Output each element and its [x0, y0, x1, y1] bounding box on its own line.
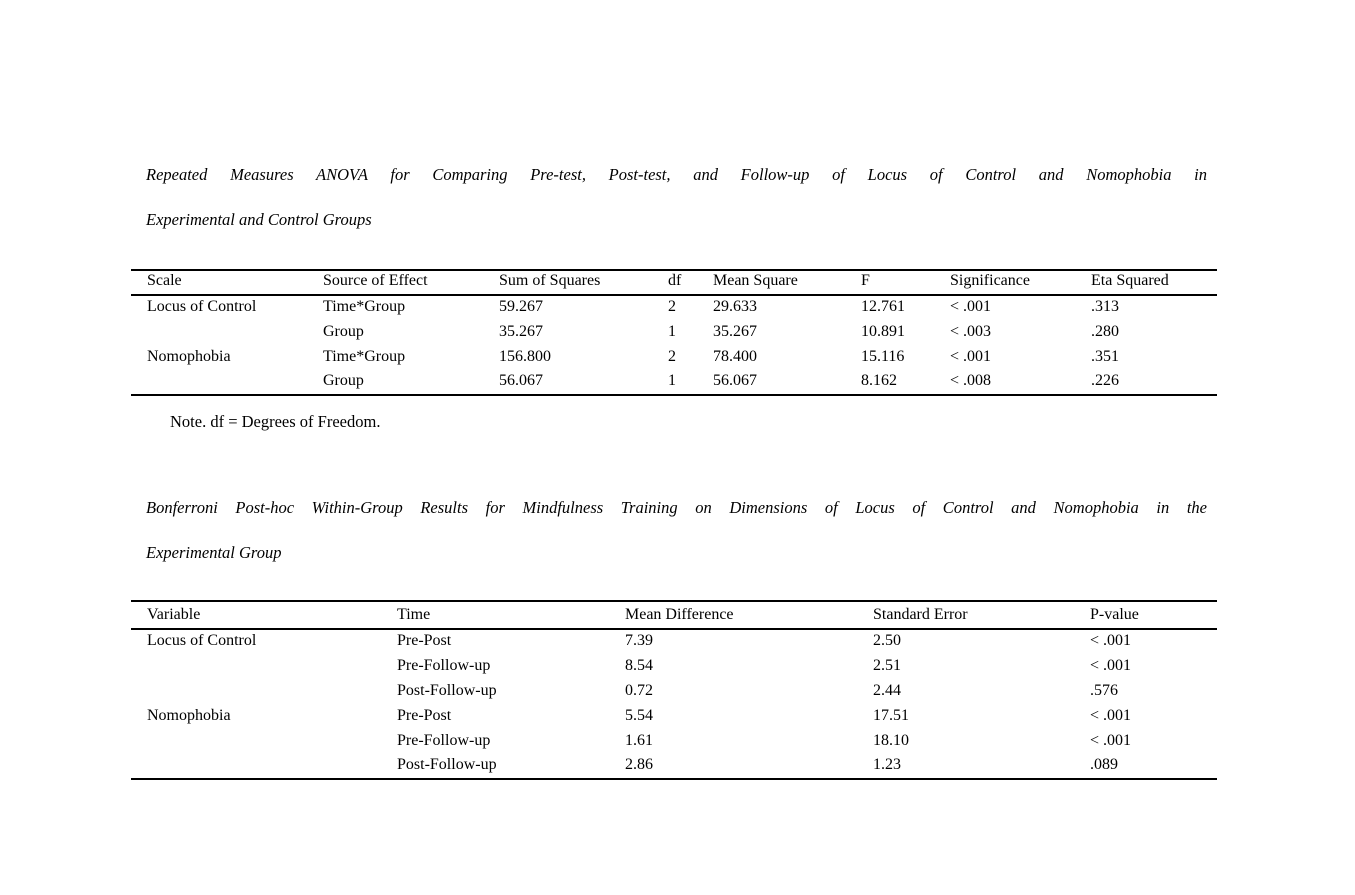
cell-variable: Locus of Control [147, 632, 257, 649]
cell-mean-square: 56.067 [713, 372, 757, 389]
anova-header-scale: Scale [147, 272, 182, 289]
anova-header-df: df [668, 272, 682, 289]
cell-source: Time*Group [323, 348, 406, 365]
bonferroni-table-caption [146, 485, 1207, 575]
cell-variable [131, 754, 381, 779]
cell-time: Post-Follow-up [397, 756, 497, 773]
cell-mean-difference: 5.54 [625, 707, 653, 724]
cell-f: 12.761 [861, 298, 905, 315]
cell-p-value: < .001 [1090, 732, 1132, 749]
cell-time: Pre-Follow-up [397, 732, 491, 749]
bonferroni-header-row [131, 601, 1217, 629]
cell-mean-difference: 0.72 [625, 682, 653, 699]
bonferroni-header-p-value: P-value [1090, 606, 1139, 623]
anova-header-significance: Significance [950, 272, 1030, 289]
cell-f: 10.891 [861, 323, 905, 340]
cell-mean-difference: 1.61 [625, 732, 653, 749]
cell-df: 1 [668, 372, 676, 389]
table-row [131, 754, 1217, 779]
cell-scale: Nomophobia [147, 348, 231, 365]
cell-scale: Locus of Control [147, 298, 257, 315]
cell-source: Time*Group [323, 298, 406, 315]
cell-p-value: < .001 [1090, 657, 1132, 674]
cell-significance: < .001 [950, 298, 992, 315]
anova-header-row [131, 270, 1217, 295]
cell-mean-difference: 8.54 [625, 657, 653, 674]
table-row [131, 704, 1217, 729]
cell-p-value: < .001 [1090, 632, 1132, 649]
cell-time: Post-Follow-up [397, 682, 497, 699]
cell-variable [131, 729, 381, 754]
cell-sum-squares: 35.267 [499, 323, 543, 340]
bonferroni-header-standard-error: Standard Error [873, 606, 968, 623]
cell-f: 8.162 [861, 372, 897, 389]
bonferroni-header-variable: Variable [147, 606, 201, 623]
table-row [131, 320, 1217, 345]
cell-standard-error: 18.10 [873, 732, 909, 749]
anova-caption-line-2: Experimental and Control Groups [146, 210, 372, 229]
anova-header-sum-of-squares: Sum of Squares [499, 272, 601, 289]
cell-df: 1 [668, 323, 676, 340]
cell-mean-square: 35.267 [713, 323, 757, 340]
cell-df: 2 [668, 348, 676, 365]
bonferroni-header-mean-difference: Mean Difference [625, 606, 734, 623]
table-row [131, 295, 1217, 320]
table-row [131, 370, 1217, 395]
cell-significance: < .008 [950, 372, 992, 389]
bonferroni-header-time: Time [397, 606, 431, 623]
cell-p-value: .089 [1090, 756, 1118, 773]
anova-table-caption [146, 152, 1207, 242]
cell-time: Pre-Post [397, 707, 452, 724]
bonferroni-caption-line-2: Experimental Group [146, 543, 282, 562]
cell-sum-squares: 156.800 [499, 348, 551, 365]
cell-p-value: .576 [1090, 682, 1118, 699]
anova-table [131, 269, 1217, 396]
cell-sum-squares: 59.267 [499, 298, 543, 315]
cell-scale [131, 320, 307, 345]
cell-time: Pre-Post [397, 632, 452, 649]
cell-df: 2 [668, 298, 676, 315]
anova-header-mean-square: Mean Square [713, 272, 798, 289]
cell-standard-error: 2.44 [873, 682, 901, 699]
cell-source: Group [323, 372, 364, 389]
table-note: Note. df = Degrees of Freedom. [170, 412, 381, 431]
anova-header-eta-squared: Eta Squared [1091, 272, 1169, 289]
cell-variable [131, 679, 381, 704]
cell-standard-error: 1.23 [873, 756, 901, 773]
anova-caption-line-1: Repeated Measures ANOVA for Comparing Pre-test, Post-test, and Follow-up of Locus of Control and Nomophobia in [146, 165, 1207, 184]
cell-sum-squares: 56.067 [499, 372, 543, 389]
table-row [131, 345, 1217, 370]
table-row [131, 654, 1217, 679]
anova-header-source-of-effect: Source of Effect [323, 272, 428, 289]
cell-f: 15.116 [861, 348, 905, 365]
cell-mean-square: 29.633 [713, 298, 757, 315]
cell-source: Group [323, 323, 364, 340]
cell-eta-squared: .351 [1091, 348, 1119, 365]
cell-eta-squared: .280 [1091, 323, 1119, 340]
table-row [131, 629, 1217, 654]
cell-time: Pre-Follow-up [397, 657, 491, 674]
cell-eta-squared: .226 [1091, 372, 1119, 389]
cell-standard-error: 2.51 [873, 657, 901, 674]
cell-significance: < .003 [950, 323, 992, 340]
cell-p-value: < .001 [1090, 707, 1132, 724]
cell-significance: < .001 [950, 348, 992, 365]
cell-mean-difference: 2.86 [625, 756, 653, 773]
bonferroni-table [131, 600, 1217, 780]
cell-mean-difference: 7.39 [625, 632, 653, 649]
cell-scale [131, 370, 307, 395]
cell-standard-error: 2.50 [873, 632, 901, 649]
cell-variable [131, 654, 381, 679]
cell-standard-error: 17.51 [873, 707, 909, 724]
cell-variable: Nomophobia [147, 707, 231, 724]
table-row [131, 729, 1217, 754]
table-row [131, 679, 1217, 704]
cell-mean-square: 78.400 [713, 348, 757, 365]
anova-header-f: F [861, 272, 870, 289]
bonferroni-caption-line-1: Bonferroni Post-hoc Within-Group Results for Mindfulness Training on Dimensions of Locus of Control and Nomophobia in the [146, 498, 1207, 517]
cell-eta-squared: .313 [1091, 298, 1119, 315]
